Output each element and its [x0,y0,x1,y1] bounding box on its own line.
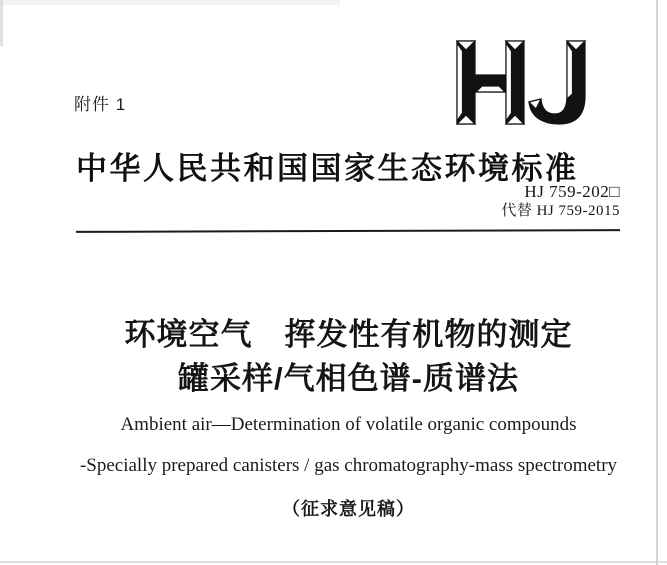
standard-heading: 中华人民共和国国家生态环境标准 [76,151,579,186]
title-english-line1: Ambient air—Determination of volatile organic compounds [120,414,577,435]
hj-logo-icon [456,40,587,125]
title-chinese-line1: 环境空气 挥发性有机物的测定 [124,317,573,352]
attachment-label: 附件 1 [74,95,127,114]
header-rule [76,229,620,233]
draft-note: （征求意见稿） [282,499,415,519]
title-chinese-line2: 罐采样/气相色谱-质谱法 [178,361,519,396]
replaces-label: 代替 HJ 759-2015 [501,203,620,219]
standard-number-block [501,182,620,221]
scan-edge-left [0,0,3,46]
scan-edge-top [0,0,340,5]
standard-number: HJ 759-202□ [524,182,620,201]
title-english-line2: -Specially prepared canisters / gas chromatography-mass spectrometry [79,455,618,476]
scan-edge-right [656,0,658,565]
scan-edge-bottom [0,561,667,563]
title-chinese [30,313,667,401]
